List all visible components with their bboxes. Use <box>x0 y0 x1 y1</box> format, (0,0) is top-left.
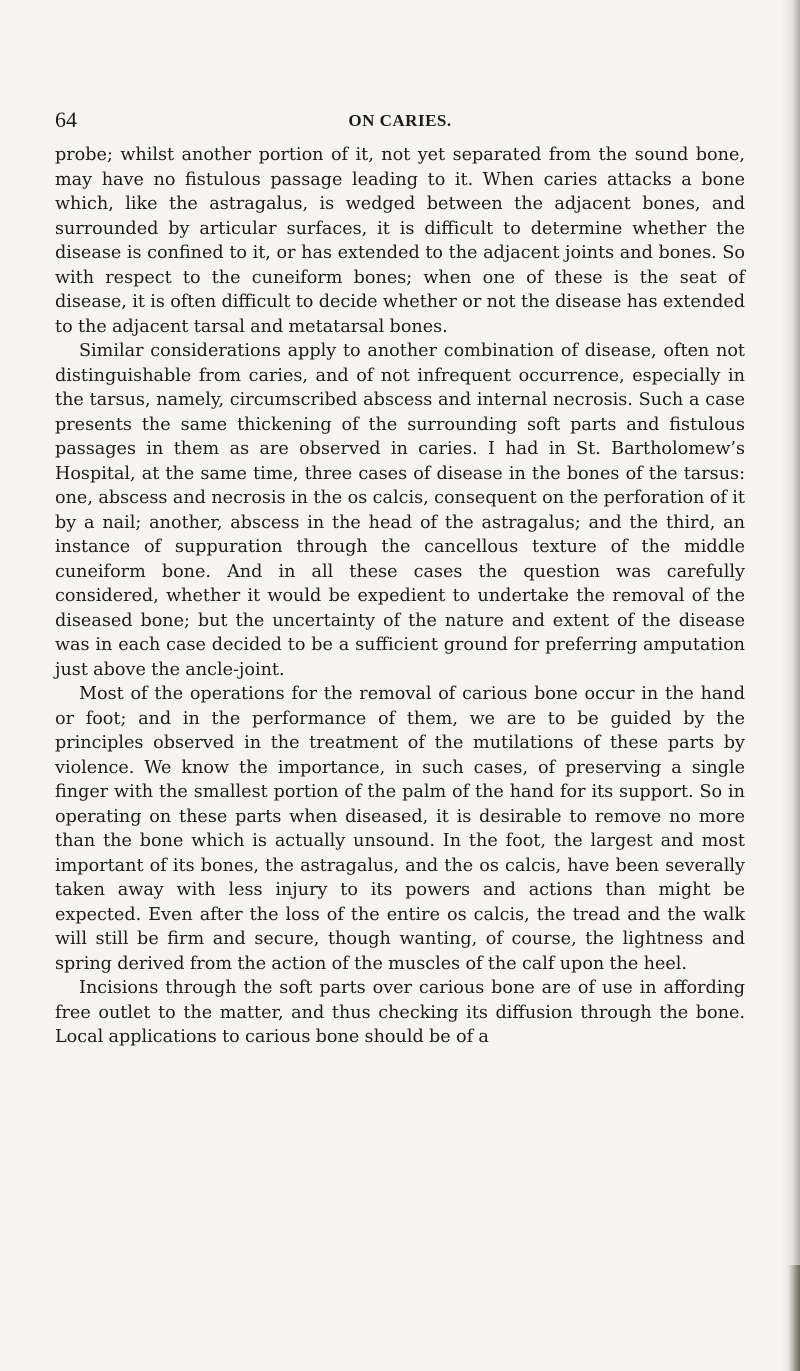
page-number: 64 <box>55 107 77 132</box>
page-header <box>55 107 745 135</box>
page-edge-mark <box>788 1265 800 1371</box>
body-text <box>55 143 745 1050</box>
page-edge-shadow <box>782 0 800 1371</box>
paragraph: Incisions through the soft parts over carious bone are of use in affording free outlet to the matter, and thus checking its diffusion through the bone. Local applications to carious bone should be of a <box>55 978 745 1047</box>
running-head: ON CARIES. <box>348 111 452 130</box>
paragraph: Most of the operations for the removal of carious bone occur in the hand or foot; and in the performance of them, we are to be guided by the principles observed in the treatment of the mutilations of these parts by violence. We know the importance, in such cases, of preserving a single finger with the smallest portion of the palm of the hand for its support. So in operating on these parts when diseased, it is desirable to remove no more than the bone which is actually unsound. In the foot, the largest and most important of its bones, the astragalus, and the os calcis, have been severally taken away with less injury to its powers and actions than might be expected. Even after the loss of the entire os calcis, the tread and the walk will still be firm and secure, though wanting, of course, the lightness and spring derived from the action of the muscles of the calf upon the heel. <box>55 684 745 974</box>
paragraph: probe; whilst another portion of it, not yet separated from the sound bone, may have no fistulous passage leading to it. When caries attacks a bone which, like the astragalus, is wedged between the adjacent bones, and surrounded by articular surfaces, it is difficult to determine whether the disease is confined to it, or has extended to the adjacent joints and bones. So with respect to the cuneiform bones; when one of these is the seat of disease, it is often difficult to decide whether or not the disease has extended to the adjacent tarsal and metatarsal bones. <box>55 145 745 337</box>
paragraph: Similar considerations apply to another combination of disease, often not distinguishable from caries, and of not infrequent occurrence, especially in the tarsus, namely, circumscribed abscess and internal necrosis. Such a case presents the same thickening of the surrounding soft parts and fistulous passages in them as are observed in caries. I had in St. Bartholomew’s Hospital, at the same time, three cases of disease in the bones of the tarsus: one, abscess and necrosis in the os calcis, consequent on the perforation of it by a nail; another, abscess in the head of the astragalus; and the third, an instance of suppuration through the cancellous texture of the middle cuneiform bone. And in all these cases the question was carefully considered, whether it would be expedient to undertake the removal of the diseased bone; but the uncertainty of the nature and extent of the disease was in each case decided to be a sufficient ground for preferring amputation just above the ancle-joint. <box>55 341 745 680</box>
